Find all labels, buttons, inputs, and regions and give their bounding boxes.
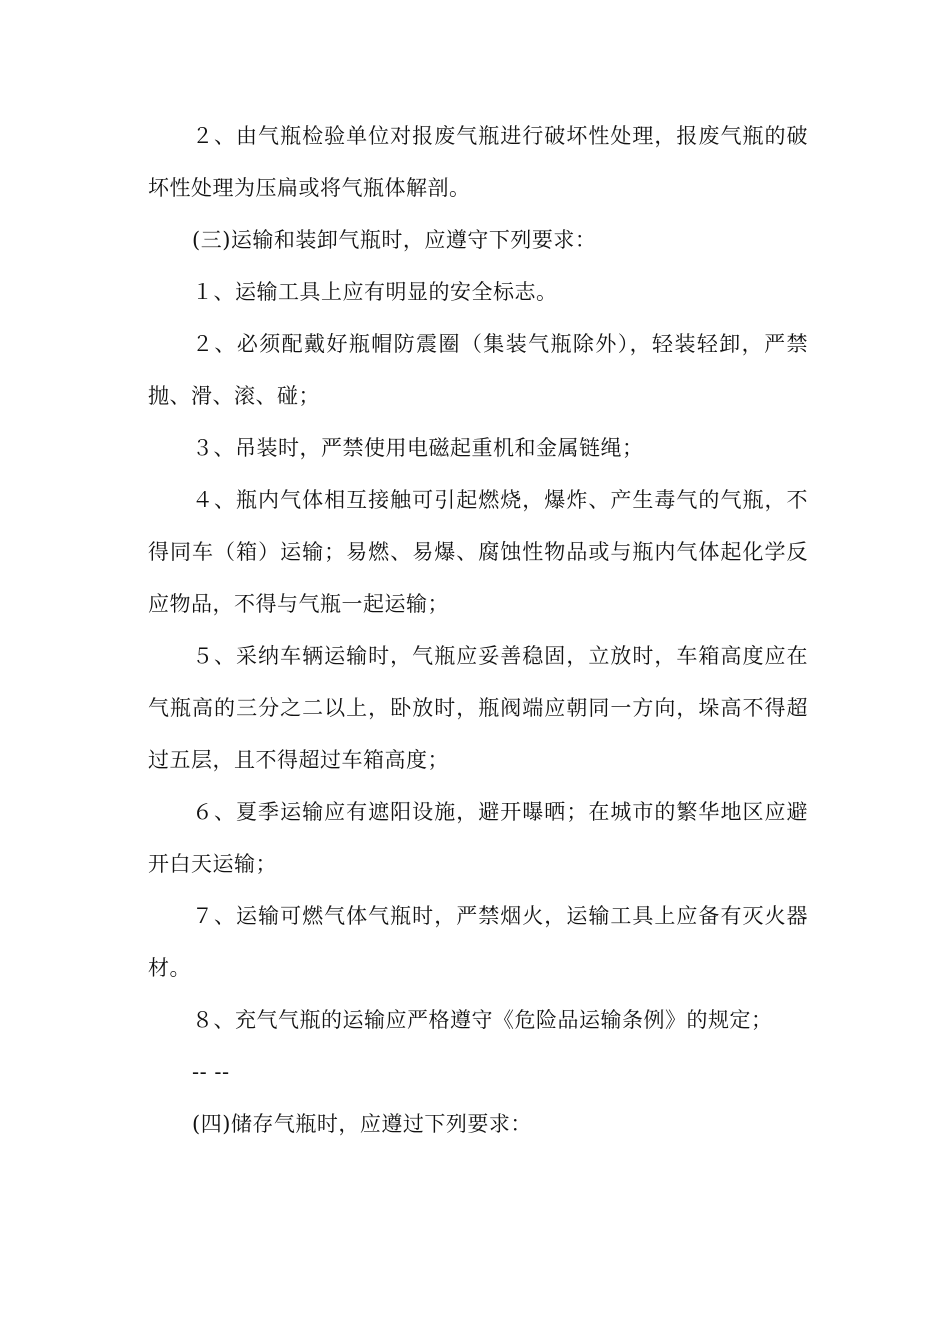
heading-transport-requirements: (三)运输和装卸气瓶时，应遵守下列要求： — [192, 228, 597, 252]
paragraph-item-5: ５、采纳车辆运输时，气瓶应妥善稳固，立放时，车箱高度应在气瓶高的三分之二以上，卧放时，瓶阀端应朝同一方向，垛高不得超过五层，且不得超过车箱高度； — [148, 644, 808, 772]
paragraph-item-4: ４、瓶内气体相互接触可引起燃烧，爆炸、产生毒气的气瓶，不得同车（箱）运输；易燃、易爆、腐蚀性物品或与瓶内气体起化学反应物品，不得与气瓶一起运输； — [148, 488, 808, 616]
paragraph-item-1: １、运输工具上应有明显的安全标志。 — [192, 280, 558, 304]
paragraph-item-8: ８、充气气瓶的运输应严格遵守《危险品运输条例》的规定； — [192, 1008, 773, 1032]
paragraph-scrap-processing: ２、由气瓶检验单位对报废气瓶进行破坏性处理，报废气瓶的破坏性处理为压扁或将气瓶体解剖。 — [148, 124, 808, 200]
page-separator: -- -- — [192, 1060, 230, 1084]
paragraph-item-7: ７、运输可燃气体气瓶时，严禁烟火，运输工具上应备有灭火器材。 — [148, 904, 808, 980]
paragraph-item-3: ３、吊装时，严禁使用电磁起重机和金属链绳； — [192, 436, 644, 460]
heading-storage-requirements: (四)储存气瓶时，应遵过下列要求： — [192, 1112, 532, 1136]
document-body — [148, 110, 808, 1150]
paragraph-item-6: ６、夏季运输应有遮阳设施，避开曝晒；在城市的繁华地区应避开白天运输； — [148, 800, 808, 876]
paragraph-item-2: ２、必须配戴好瓶帽防震圈（集装气瓶除外），轻装轻卸，严禁抛、滑、滚、碰； — [148, 332, 808, 408]
